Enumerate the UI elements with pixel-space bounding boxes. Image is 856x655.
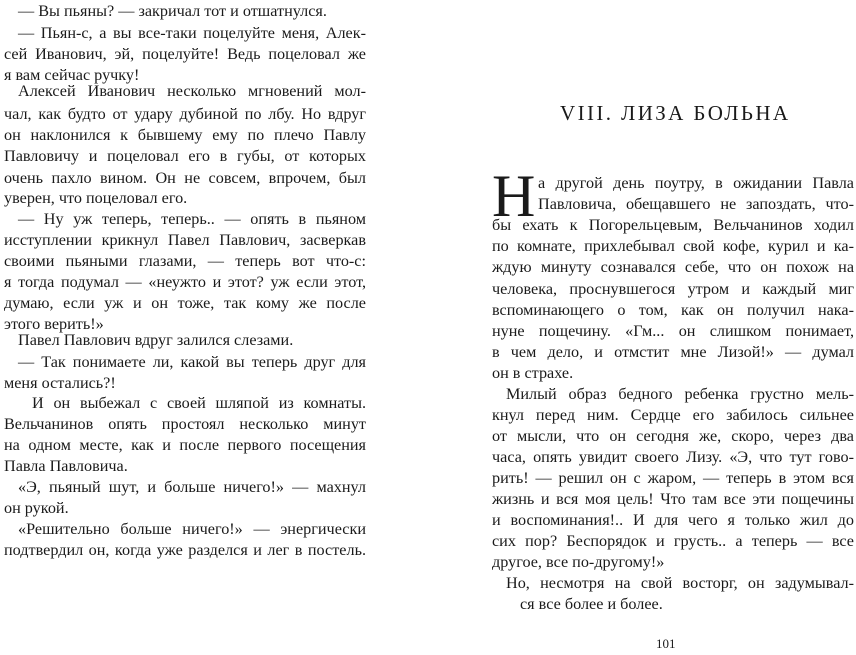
text-line: ся все более и более.: [520, 595, 663, 613]
text-line: И он выбежал с своей шляпой из комнаты.: [32, 394, 366, 412]
text-line: он наклонился к бывшему ему по плечо Павлу: [4, 126, 366, 144]
text-line: рить! — решил он с жаром, — теперь в этом вся: [492, 469, 854, 487]
text-line: жизнь и вся моя цель! Что там все эти пощечины: [492, 490, 854, 508]
text-line: Алексей Иванович несколько мгновений мол-: [18, 82, 366, 100]
text-line: — Ну уж теперь, теперь.. — опять в пьяном: [18, 210, 366, 228]
text-line: другое, все по-другому!»: [492, 553, 665, 571]
text-line: — Так понимаете ли, какой вы теперь друг для: [18, 353, 366, 371]
text-line: я тогда подумал — «неужто и этот? уж если этот,: [4, 273, 366, 291]
text-line: а другой день поутру, в ожидании Павла: [538, 174, 854, 192]
text-line: он в страхе.: [492, 364, 574, 382]
text-line: «Э, пьяный шут, и больше ничего!» — махнул: [18, 478, 366, 496]
text-line: кнул перед ним. Сердце его забилось сильнее: [492, 406, 854, 424]
text-line: ждую минуту сознавался себе, что он похож на: [492, 258, 854, 276]
text-line: сих пор? Беспорядок и грусть.. а теперь — все: [492, 532, 854, 550]
text-line: меня остались?!: [4, 374, 116, 392]
text-line: он рукой.: [4, 499, 69, 517]
text-line: этого верить!»: [4, 315, 104, 333]
text-line: Но, несмотря на свой восторг, он задумывал-: [506, 574, 854, 592]
text-line: чал, как будто от удару дубиной по лбу. Но вдруг: [4, 105, 366, 123]
text-line: — Вы пьяны? — закричал тот и отшатнулся.: [18, 2, 327, 20]
text-line: Павловича, обещавшего не запоздать, что-: [538, 195, 854, 213]
text-line: от мысли, что он сегодня же, скоро, через два: [492, 427, 854, 445]
chapter-title: VIII. ЛИЗА БОЛЬНА: [560, 101, 791, 125]
text-line: сей Иванович, эй, поцелуйте! Ведь поцеловал же: [4, 45, 366, 63]
text-line: думаю, если уж и он тоже, так кому же после: [4, 294, 366, 312]
text-line: нуне пощечину. «Гм... он слишком понимает,: [492, 322, 854, 340]
text-line: по комнате, прихлебывал свой кофе, курил и ка-: [492, 237, 854, 255]
text-line: своими пьяными глазами, — теперь вот что-с:: [4, 252, 366, 270]
text-line: и воспоминания!.. И для чего я только жил до: [492, 511, 854, 529]
text-line: в чем дело, и отмстит мне Лизой!» — думал: [492, 343, 854, 361]
text-line: — Пьян-с, а вы все-таки поцелуйте меня, Алек-: [18, 24, 366, 42]
drop-cap: Н: [492, 163, 536, 229]
text-line: очень пахло вином. Он не совсем, впрочем, был: [4, 169, 366, 187]
text-line: часа, опять увидит своего Лизу. «Э, что тут гово-: [492, 448, 854, 466]
text-line: «Решительно больше ничего!» — энергически: [18, 520, 366, 538]
text-line: Милый образ бедного ребенка грустно мель-: [506, 385, 854, 403]
page-number: 101: [656, 636, 676, 651]
text-line: Павла Павловича.: [4, 457, 128, 475]
text-line: подтвердил он, когда уже разделся и лег в постель.: [4, 541, 366, 559]
text-line: Вельчанинов опять простоял несколько минут: [4, 415, 366, 433]
text-line: я вам сейчас ручку!: [4, 66, 140, 84]
text-line: бы ехать к Погорельцевым, Вельчанинов ходил: [492, 216, 854, 234]
text-line: исступлении крикнул Павел Павлович, засверкав: [4, 231, 366, 249]
text-line: вспоминающего о том, как он получил нака-: [492, 301, 854, 319]
text-line: человека, проснувшегося утром и каждый миг: [492, 280, 854, 298]
text-line: уверен, что поцеловал его.: [4, 189, 188, 207]
text-line: на одном месте, как и после первого посещения: [4, 436, 366, 454]
text-line: Павловичу и поцеловал его в губы, от которых: [4, 147, 366, 165]
text-line: Павел Павлович вдруг залился слезами.: [18, 331, 294, 349]
